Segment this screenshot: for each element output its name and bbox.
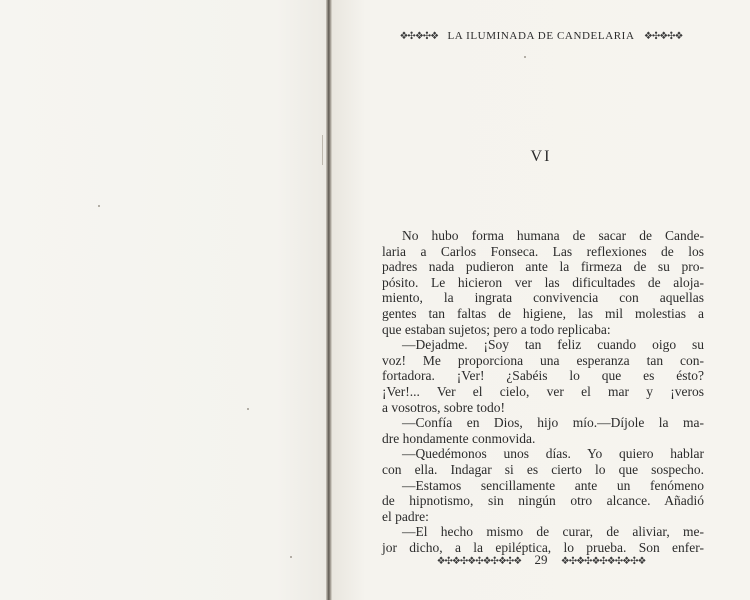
text-line: dre hondamente conmovida. — [382, 430, 536, 446]
text-line: a vosotros, sobre todo! — [382, 399, 505, 415]
text-line: jor dicho, a la epiléptica, lo prueba. Son enfer- — [382, 539, 704, 555]
page-number: 29 — [534, 552, 548, 567]
text-line: gentes tan faltas de higiene, las mil molestias a — [382, 305, 704, 321]
header-ornament-left: ❖✣❖✣❖ — [399, 31, 439, 42]
text-line: de hipnotismo, sin ningún otro alcance. Añadió — [382, 493, 704, 509]
text-line: laria a Carlos Fonseca. Las reflexiones de los — [382, 243, 704, 259]
text-line: —Quedémonos unos días. Yo quiero hablar — [402, 446, 704, 462]
running-header-title: LA ILUMINADA DE CANDELARIA — [447, 30, 635, 42]
left-page-blank — [0, 0, 326, 600]
footer-ornament-right: ❖✣❖✣❖✣❖✣❖✣❖ — [560, 556, 646, 567]
text-line: No hubo forma humana de sacar de Cande- — [402, 228, 704, 243]
text-line: —Estamos sencillamente ante un fenómeno — [402, 477, 704, 493]
running-header — [376, 30, 706, 42]
body-text — [382, 228, 704, 555]
header-ornament-right: ❖✣❖✣❖ — [643, 31, 683, 42]
text-line: padres nada pudieron ante la firmeza de su pro- — [382, 259, 704, 275]
text-line: —Confía en Dios, hijo mío.—Díjole la ma- — [402, 415, 704, 431]
scan-speck — [98, 205, 100, 207]
text-line: ¡Ver!... Ver el cielo, ver el mar y ¡veros — [382, 383, 704, 399]
text-line: con ella. Indagar si es cierto lo que sospecho. — [382, 461, 704, 477]
text-line: voz! Me proporciona una esperanza tan con- — [382, 352, 704, 368]
scan-speck — [524, 56, 526, 58]
text-line: fortadora. ¡Ver! ¿Sabéis lo que es ésto? — [382, 368, 704, 384]
scan-speck — [247, 408, 249, 410]
text-line: pósito. Le hicieron ver las dificultades de aloja- — [382, 274, 704, 290]
text-line: —El hecho mismo de curar, de aliviar, me- — [402, 524, 704, 540]
scan-mark — [322, 135, 323, 165]
page-footer — [376, 552, 706, 568]
scan-speck — [290, 556, 292, 558]
text-line: —Dejadme. ¡Soy tan feliz cuando oigo su — [402, 337, 704, 353]
text-line: el padre: — [382, 508, 429, 524]
text-line: que estaban sujetos; pero a todo replicaba: — [382, 321, 611, 337]
text-line: miento, la ingrata convivencia con aquellas — [382, 290, 704, 306]
footer-ornament-left: ❖✣❖✣❖✣❖✣❖✣❖ — [436, 556, 522, 567]
chapter-number: VI — [530, 148, 552, 165]
